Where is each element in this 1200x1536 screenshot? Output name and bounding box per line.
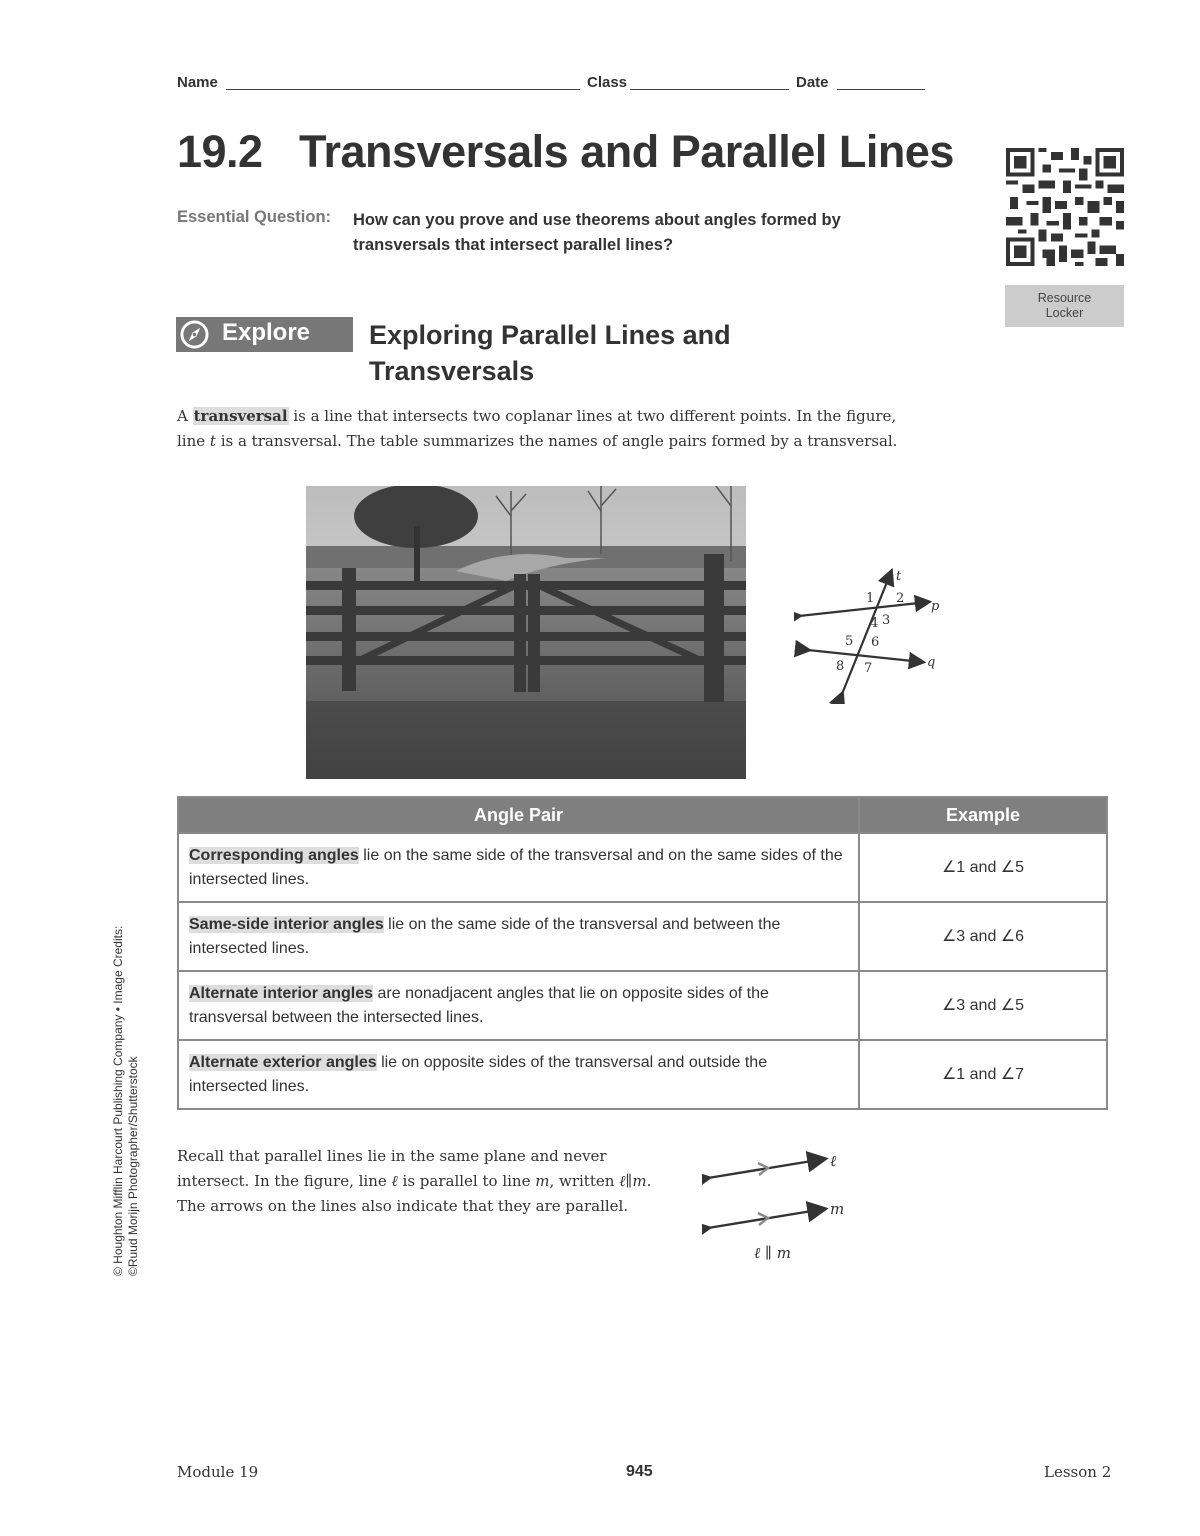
angle-pair-cell <box>178 1040 859 1109</box>
image-credit <box>111 856 151 1276</box>
essential-question-label: Essential Question: <box>177 208 332 226</box>
footer-module: Module 19 <box>177 1463 259 1481</box>
intro-text-2: is a line that intersects two coplanar lines at two different points. In the figure, line <box>177 407 897 450</box>
name-field[interactable] <box>226 89 580 90</box>
var-l: ℓ <box>391 1172 398 1190</box>
term: Alternate exterior angles <box>189 1053 377 1071</box>
lesson-number: 19.2 <box>177 126 263 177</box>
parallel-lines-figure <box>702 1146 862 1268</box>
student-info-header <box>177 74 927 96</box>
header-example: Example <box>859 797 1107 833</box>
table-header-row <box>178 797 1107 833</box>
intro-text-3: is a transversal. The table summarizes the names of angle pairs formed by a transversal. <box>215 432 898 450</box>
term: Same-side interior angles <box>189 915 384 933</box>
term: Alternate interior angles <box>189 984 374 1002</box>
parallel-notation: ℓ∥m <box>619 1172 647 1190</box>
angle-8: 8 <box>836 659 845 674</box>
credit-line1: © Houghton Mifflin Harcourt Publishing Company • Image Credits: <box>111 925 125 1276</box>
table-row <box>178 1040 1107 1109</box>
resource-locker-line2: Locker <box>1045 306 1084 320</box>
table-row <box>178 833 1107 902</box>
date-label: Date <box>796 74 829 91</box>
angle-3: 3 <box>882 613 891 628</box>
description: lie on the same side of the transversal and on the same sides of the intersected lines. <box>189 846 843 888</box>
parallel-caption: ℓ ∥ m <box>754 1244 791 1262</box>
resource-locker-line1: Resource <box>1037 291 1092 305</box>
transversal-figure <box>794 564 954 704</box>
example-cell: ∠3 and ∠6 <box>859 902 1107 971</box>
class-field[interactable] <box>630 89 789 90</box>
explore-label: Explore <box>222 319 311 346</box>
resource-locker-button[interactable] <box>1005 285 1124 327</box>
class-label: Class <box>587 74 628 91</box>
label-q: q <box>927 655 936 670</box>
angle-pair-cell <box>178 902 859 971</box>
description: lie on the same side of the transversal and between the intersected lines. <box>189 915 781 957</box>
recall-text-4: . The arrows on the lines also indicate that they are parallel. <box>177 1172 652 1215</box>
footer-page-number: 945 <box>626 1463 653 1480</box>
table-row <box>178 902 1107 971</box>
fence-gate-photo <box>306 486 746 779</box>
recall-text-3: , written <box>549 1172 620 1190</box>
credit-line2: ©Ruud Morijn Photographer/Shutterstock <box>126 1056 140 1276</box>
lesson-title: Transversals and Parallel Lines <box>299 126 954 177</box>
date-field[interactable] <box>837 89 925 90</box>
qr-code-icon[interactable] <box>1006 148 1124 266</box>
label-t: t <box>896 569 902 584</box>
angle-5: 5 <box>845 634 854 649</box>
angle-pair-cell <box>178 971 859 1040</box>
compass-icon <box>180 320 209 349</box>
explore-badge <box>176 317 353 352</box>
recall-text-1: Recall that parallel lines lie in the same plane and never intersect. In the figure, line <box>177 1147 607 1190</box>
line-p <box>799 602 928 616</box>
page-title <box>177 126 954 178</box>
intro-paragraph <box>177 404 927 454</box>
angle-2: 2 <box>896 591 905 606</box>
example-cell: ∠3 and ∠5 <box>859 971 1107 1040</box>
description: are nonadjacent angles that lie on opposite sides of the transversal between the intersected lines. <box>189 984 769 1026</box>
label-l: ℓ <box>830 1152 837 1170</box>
header-angle-pair: Angle Pair <box>178 797 859 833</box>
recall-text-2: is parallel to line <box>397 1172 536 1190</box>
essential-question-text: How can you prove and use theorems about angles formed by transversals that intersect parallel lines? <box>353 211 841 254</box>
term: Corresponding angles <box>189 846 359 864</box>
angle-6: 6 <box>871 635 880 650</box>
angle-7: 7 <box>864 661 873 676</box>
var-t: t <box>209 432 216 450</box>
angle-pair-cell <box>178 833 859 902</box>
table-row <box>178 971 1107 1040</box>
var-m: m <box>535 1172 550 1190</box>
angle-4: 4 <box>870 616 879 631</box>
term-transversal: transversal <box>193 407 288 425</box>
footer-lesson: Lesson 2 <box>1044 1463 1112 1481</box>
angle-1: 1 <box>866 591 875 606</box>
name-label: Name <box>177 74 218 91</box>
description: lie on opposite sides of the transversal and outside the intersected lines. <box>189 1053 768 1095</box>
intro-text-1: A <box>177 407 193 425</box>
label-p: p <box>931 599 940 614</box>
recall-paragraph <box>177 1144 677 1219</box>
example-cell: ∠1 and ∠7 <box>859 1040 1107 1109</box>
explore-title: Exploring Parallel Lines and Transversals <box>369 320 731 386</box>
example-cell: ∠1 and ∠5 <box>859 833 1107 902</box>
angle-pair-table <box>177 796 1108 1110</box>
label-m: m <box>830 1200 845 1218</box>
